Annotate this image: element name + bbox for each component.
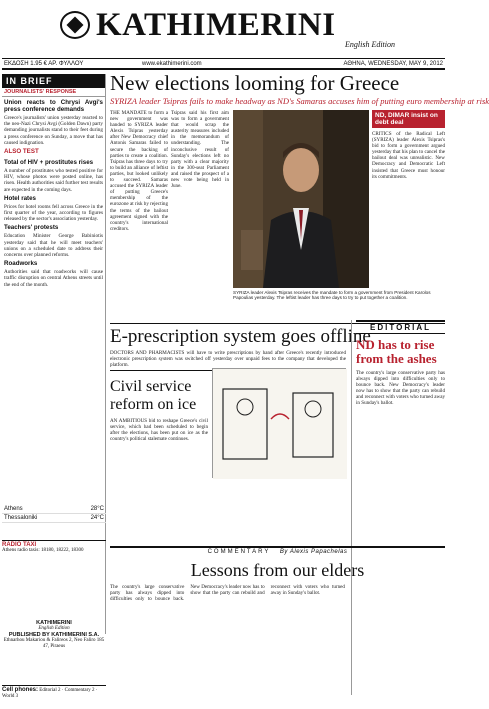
brief-headline: Roadworks	[4, 260, 38, 268]
commentary-text	[110, 584, 345, 702]
in-brief-header: IN BRIEF	[2, 74, 105, 88]
dateline-website[interactable]: www.ekathimerini.com	[142, 61, 202, 67]
publisher-subtitle: English Edition	[38, 626, 70, 631]
story2-headline[interactable]: E-prescription system goes offline	[110, 326, 371, 347]
brief-headline: Teachers' protests	[4, 224, 59, 232]
lead-photo-caption: SYRIZA leader Alexis Tsipras receives the mandate to form a government from President Karolos Papoulias yesterday. The leftist leader has three days to try to put together a coalition.	[233, 290, 431, 301]
commentary-label: COMMENTARY	[207, 549, 271, 555]
publisher-title: KATHIMERINI	[36, 620, 72, 626]
brief-text: Authorities said that roadworks will cause traffic disruption on central Athens streets until the end of the month.	[4, 269, 103, 288]
brief-text: Education Minister George Babiniotis yesterday said that he will meet teachers' unions on a scheduled date to address their concerns over planned reforms.	[4, 233, 103, 259]
weather-temp: 24°C	[90, 515, 104, 521]
brief-item[interactable]	[2, 157, 105, 193]
brief-item[interactable]	[2, 97, 105, 146]
lead-headline[interactable]: New elections looming for Greece	[110, 71, 400, 95]
lead-story-header	[110, 71, 489, 106]
masthead-logo[interactable]: KATHIMERINI	[96, 7, 336, 43]
dateline-issue: ΕΚΔΟΣΗ 1.95 € ΑΡ. ΦΥΛΛΟΥ	[4, 61, 84, 67]
related-story-headline[interactable]: ND, DIMAR insist on debt deal	[372, 110, 445, 128]
radio-taxi-box	[2, 540, 106, 554]
commentary-bar	[110, 546, 445, 556]
story3-text: AN AMBITIOUS bid to reshape Greece's civil service, which had been scheduled to begin after the elections, has been put on ice as the country's political stalemate continues.	[110, 418, 208, 443]
publisher-info	[2, 620, 106, 650]
dateline-date: ΑΘΗΝΑ, WEDNESDAY, MAY 9, 2012	[343, 61, 443, 67]
brief-headline: Union reacts to Chrysi Avgi's press conference demands	[4, 99, 103, 113]
story3-headline[interactable]: Civil service reform on ice	[110, 378, 197, 413]
brief-item[interactable]	[2, 222, 105, 258]
weather-row	[2, 514, 106, 523]
brief-headline: ALSO TEST	[4, 148, 39, 156]
weather-box	[2, 505, 106, 523]
weather-city: Thessaloniki	[4, 515, 38, 521]
editorial-text: The country's large conservative party has always dipped into difficulties only to bounce back. New Democracy's leader now has to show that the party can rebuild and reconnect with voters who turned away in Sunday's ballot.	[356, 370, 445, 407]
brief-item[interactable]	[2, 258, 105, 288]
lead-body-col2: Tsipras said his first aim was to form a government that would scrap the austerity measures included in the memorandum of understanding. The inconclusive result of Sunday's elections left no party with a clear majority in the 300-seat Parliament and raised the prospect of a new vote being held in June.	[171, 110, 229, 190]
brief-text: A number of prostitutes who tested positive for HIV, whose photos were posted online, has risen. Health authorities said further test results are expected in the coming days.	[4, 168, 103, 193]
cartoon-illustration	[212, 368, 346, 478]
brief-text: Prices for hotel rooms fell across Greece in the first quarter of the year, according to figures released by the sector's association yesterday.	[4, 203, 103, 223]
radio-taxi-text: Athens radio taxis: 18180, 18222, 18300	[2, 548, 84, 553]
dateline-bar	[2, 58, 445, 70]
story2-text: DOCTORS AND PHARMACISTS will have to write prescriptions by hand after Greece's recently introduced electronic prescription system was switched off yesterday over unpaid fees to the company that developed the platform.	[110, 350, 346, 369]
brief-item[interactable]	[2, 193, 105, 223]
related-story	[372, 110, 445, 288]
commentary-author: By Alexis Papachelas	[279, 549, 348, 555]
edition-label: English Edition	[345, 40, 395, 49]
commentary-body: The country's large conservative party has always dipped into difficulties only to bounce back. New Democracy's leader now has to show that the party can rebuild and reconnect with voters who turned away in Sunday's ballot.	[110, 584, 345, 603]
tsipras-photo-illustration	[233, 110, 369, 288]
brief-item[interactable]	[2, 146, 105, 155]
index-text: Editorial 2 · Commentary 2 · World 3	[2, 688, 98, 699]
publisher-address: Ethnarhou Makariou & Falireos 2, Neo Faliro 185 47, Piraeus	[3, 638, 105, 649]
brief-text: Greece's journalists' union yesterday reacted to the neo-Nazi Chrysi Avgi (Golden Dawn) party demanding journalists stand to their feet during a press conference on Sunday, a move that has caused indignation.	[4, 115, 103, 146]
lead-photo[interactable]	[233, 110, 369, 288]
lead-body-col1: THE MANDATE to form a new government was handed to SYRIZA leader Alexis Tsipras yesterday after New Democracy chief Antonis Samaras failed to secure the backing of parties to create a coalition. Tsipras has three days to try to build an alliance of leftist parties, but looked unlikely to succeed. Samaras accused the SYRIZA leader of putting Greece's membership of the eurozone at risk by rejecting the terms of the bailout agreement signed with the country's international creditors.	[110, 110, 168, 232]
weather-temp: 28°C	[90, 506, 104, 512]
brief-headline: Total of HIV + prostitutes rises	[4, 159, 94, 167]
index-label: Cell phones:	[2, 687, 39, 693]
cartoon-drawing	[213, 369, 347, 479]
editorial-headline[interactable]: ND has to rise from the ashes	[356, 337, 437, 366]
in-brief-subheader: JOURNALISTS' RESPONSE	[2, 88, 105, 97]
editorial-label: EDITORIAL	[356, 320, 445, 334]
editorial-column	[351, 320, 445, 695]
related-story-text: CRITICS of the Radical Left (SYRIZA) leader Alexis Tsipras's bid to form a government argued yesterday that his plan to cancel the bailout deal was unrealistic. New Democracy and Democratic Left insisted that Greece must honour its commitments.	[372, 131, 445, 180]
index-box	[2, 685, 106, 700]
radio-taxi-label: RADIO TAXI	[2, 540, 106, 548]
commentary-headline[interactable]: Lessons from our elders	[190, 560, 365, 580]
masthead	[0, 6, 447, 52]
logo-emblem-icon	[60, 11, 90, 39]
weather-row	[2, 505, 106, 514]
publisher-line: PUBLISHED BY KATHIMERINI S.A.	[8, 632, 100, 638]
weather-city: Athens	[4, 506, 23, 512]
lead-deck: SYRIZA leader Tsipras fails to make headway as ND's Samaras accuses him of putting euro membership at risk	[110, 96, 489, 106]
brief-headline: Hotel rates	[4, 194, 36, 202]
